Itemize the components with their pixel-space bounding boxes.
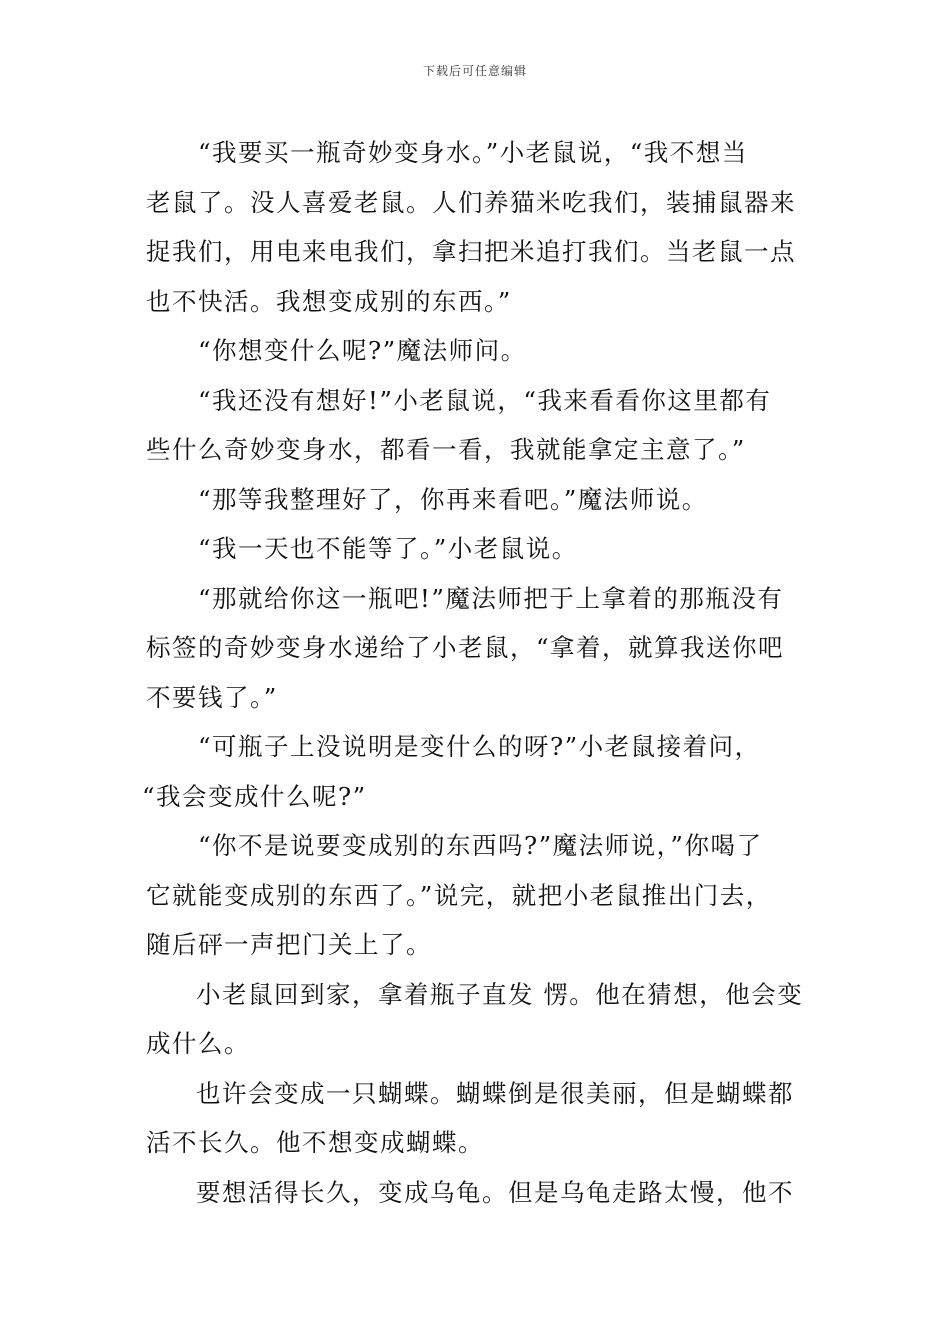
text-line: 老鼠了。没人喜爱老鼠。人们养猫米吃我们，装捕鼠器来 xyxy=(146,187,796,217)
text-line: 些什么奇妙变身水，都看一看，我就能拿定主意了。” xyxy=(146,435,746,464)
text-line: 它就能变成别的东西了。”说完，就把小老鼠推出门去， xyxy=(146,880,772,910)
text-line: 标签的奇妙变身水递给了小老鼠，“拿着，就算我送你吧 xyxy=(146,633,785,662)
story-text xyxy=(142,128,814,1217)
text-line: “你不是说要变成别的东西吗?”魔法师说，”你喝了 xyxy=(198,831,763,860)
text-line: 活不长久。他不想变成蝴蝶。 xyxy=(146,1128,484,1157)
text-line: “你想变什么呢?”魔法师问。 xyxy=(198,336,527,365)
text-line: “那等我整理好了，你再来看吧。”魔法师说。 xyxy=(198,484,708,514)
text-line: “我还没有想好!”小老鼠说，“我来看看你这里都有 xyxy=(198,385,772,415)
text-line: 成什么。 xyxy=(146,1029,250,1058)
text-line: 随后砰一声把门关上了。 xyxy=(146,930,432,959)
page-header: 下载后可任意编辑 xyxy=(422,64,527,78)
text-line: “我要买一瓶奇妙变身水。”小老鼠说，“我不想当 xyxy=(198,138,748,167)
text-line: 不要钱了。” xyxy=(146,682,278,712)
text-line: 也许会变成一只蝴蝶。蝴蝶倒是很美丽，但是蝴蝶都 xyxy=(196,1078,794,1108)
text-line: “可瓶子上没说明是变什么的呀?”小老鼠接着问， xyxy=(198,732,761,761)
text-line: “我会变成什么呢?” xyxy=(142,781,367,811)
text-line: 也不快活。我想变成别的东西。” xyxy=(146,286,512,316)
text-line: “我一天也不能等了。”小老鼠说。 xyxy=(198,534,578,563)
text-line: 小老鼠回到家，拿着瓶子直发 愣。他在猜想，他会变 xyxy=(196,979,804,1009)
text-line: 要想活得长久，变成乌龟。但是乌龟走路太慢，他不 xyxy=(196,1177,794,1207)
text-line: “那就给你这一瓶吧!”魔法师把于上拿着的那瓶没有 xyxy=(198,583,784,613)
text-line: 捉我们，用电来电我们，拿扫把米追打我们。当老鼠一点 xyxy=(146,237,796,266)
